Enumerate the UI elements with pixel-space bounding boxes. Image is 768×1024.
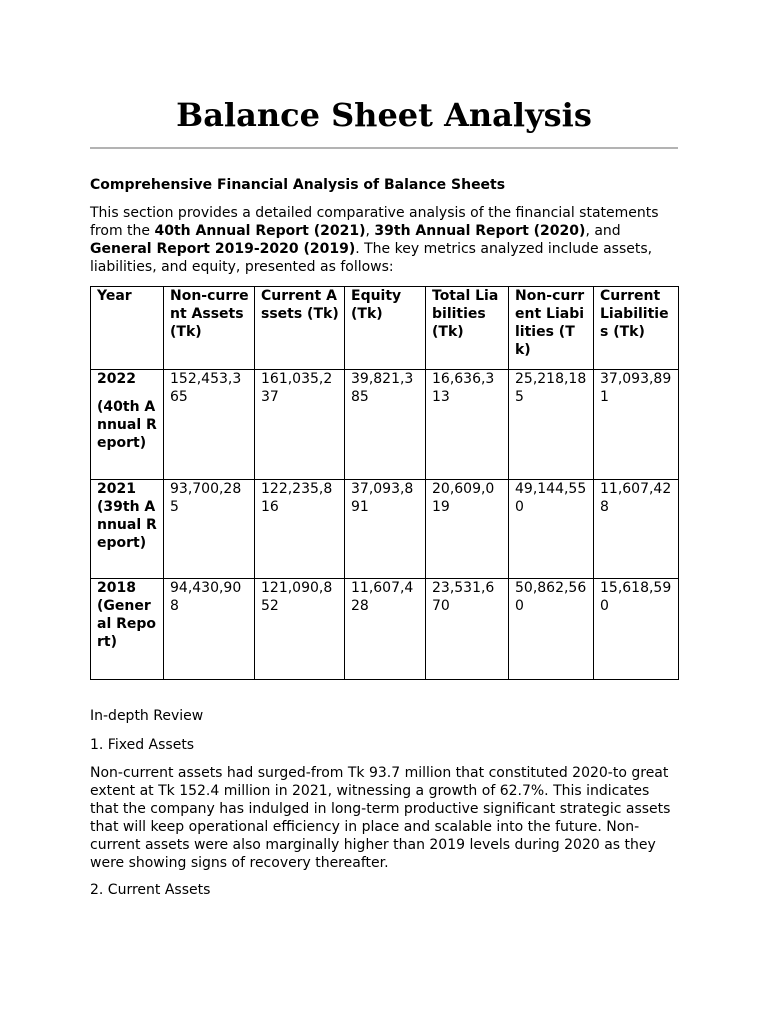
title-divider xyxy=(90,147,678,149)
non-current-assets-cell: 93,700,285 xyxy=(164,480,255,579)
total-liabilities-cell: 23,531,670 xyxy=(426,579,509,680)
non-current-assets-cell: 152,453,365 xyxy=(164,370,255,480)
header-current-liabilities: Current Liabilities (Tk) xyxy=(594,287,679,370)
review-heading: In-depth Review xyxy=(90,708,204,724)
intro-report-40th: 40th Annual Report (2021) xyxy=(154,223,366,239)
equity-cell: 39,821,385 xyxy=(345,370,426,480)
intro-text-start: This section provides a detailed comparative analysis of the financial statements from the xyxy=(90,205,659,239)
non-current-liabilities-cell: 50,862,560 xyxy=(509,579,594,680)
equity-cell: 11,607,428 xyxy=(345,579,426,680)
current-liabilities-cell: 15,618,590 xyxy=(594,579,679,680)
year-value: 2018 xyxy=(97,580,136,596)
fixed-assets-heading: 1. Fixed Assets xyxy=(90,737,195,753)
non-current-liabilities-cell: 49,144,550 xyxy=(509,480,594,579)
intro-report-39th: 39th Annual Report (2020) xyxy=(374,223,586,239)
year-value: 2021 xyxy=(97,481,136,497)
year-report-label: (40th Annual Report) xyxy=(97,399,157,451)
table-row xyxy=(91,370,679,480)
year-report-label: (39th Annual Report) xyxy=(97,499,157,551)
section-subtitle: Comprehensive Financial Analysis of Balance Sheets xyxy=(90,177,506,193)
equity-cell: 37,093,891 xyxy=(345,480,426,579)
intro-report-general: General Report 2019-2020 (2019) xyxy=(90,241,356,257)
intro-text-end: . The key metrics analyzed include assets, liabilities, and equity, presented as follows: xyxy=(90,241,653,275)
header-year: Year xyxy=(91,287,164,370)
total-liabilities-cell: 16,636,313 xyxy=(426,370,509,480)
table-header-row xyxy=(91,287,679,370)
header-total-liabilities: Total Liabilities (Tk) xyxy=(426,287,509,370)
non-current-assets-cell: 94,430,908 xyxy=(164,579,255,680)
table-row xyxy=(91,579,679,680)
intro-paragraph xyxy=(90,204,678,276)
current-liabilities-cell: 37,093,891 xyxy=(594,370,679,480)
current-assets-heading: 2. Current Assets xyxy=(90,882,211,898)
intro-separator-2: , and xyxy=(585,223,621,239)
intro-separator-1: , xyxy=(365,223,375,239)
table-row xyxy=(91,480,679,579)
current-assets-cell: 122,235,816 xyxy=(255,480,345,579)
year-cell xyxy=(91,480,164,579)
header-equity: Equity (Tk) xyxy=(345,287,426,370)
balance-sheet-table xyxy=(90,286,679,680)
non-current-liabilities-cell: 25,218,185 xyxy=(509,370,594,480)
page-title: Balance Sheet Analysis xyxy=(176,96,592,134)
header-non-current-assets: Non-current Assets (Tk) xyxy=(164,287,255,370)
year-report-label: (General Report) xyxy=(97,598,157,650)
header-current-assets: Current Assets (Tk) xyxy=(255,287,345,370)
current-assets-cell: 121,090,852 xyxy=(255,579,345,680)
current-assets-cell: 161,035,237 xyxy=(255,370,345,480)
year-value: 2022 xyxy=(97,371,136,387)
year-cell xyxy=(91,370,164,480)
header-non-current-liabilities: Non-current Liabilities (Tk) xyxy=(509,287,594,370)
fixed-assets-paragraph: Non-current assets had surged-from Tk 93.7 million that constituted 2020-to great extent at Tk 152.4 million in 2021, witnessing a growth of 62.7%. This indicates that the company has indulged in long-term productive significant strategic assets that will keep operational efficiency in place and scalable into the future. Non-current assets were also marginally higher than 2019 levels during 2020 as they were showing signs of recovery thereafter. xyxy=(90,765,671,871)
year-cell xyxy=(91,579,164,680)
total-liabilities-cell: 20,609,019 xyxy=(426,480,509,579)
current-liabilities-cell: 11,607,428 xyxy=(594,480,679,579)
